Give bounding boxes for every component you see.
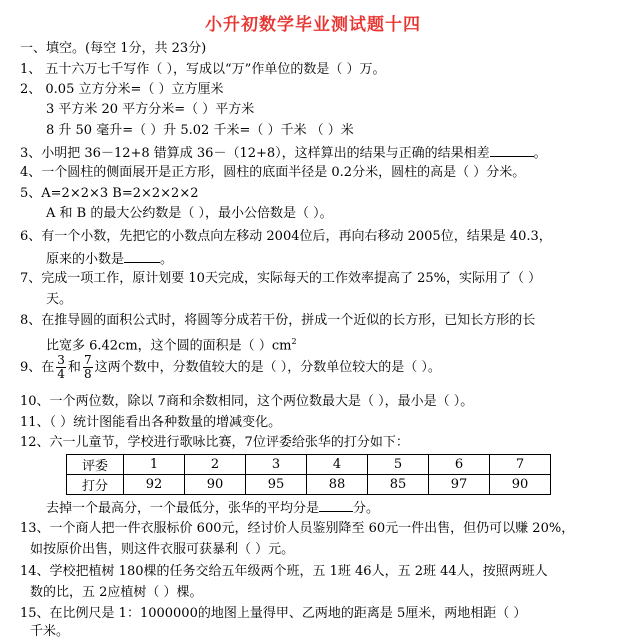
row-header-score: 打分 <box>67 475 124 495</box>
question-9-prefix: 9、在 <box>20 360 55 375</box>
question-8-line-2 <box>46 334 297 354</box>
fraction-three-quarters <box>56 354 66 381</box>
question-7-line-2: 天。 <box>46 292 73 307</box>
question-12: 12、六一儿童节，学校进行歌咏比赛，7位评委给张华的打分如下： <box>20 435 409 450</box>
table-cell: 95 <box>246 475 307 495</box>
question-2-line-1: 2、 0.05 立方分米=（ ）立方厘米 <box>20 82 224 97</box>
question-15-line-1: 15、在比例尺是 1：1000000的地图上量得甲、乙两地的距离是 5厘米，两地相距（ ） <box>20 606 527 621</box>
row-header-judge: 评委 <box>67 455 124 475</box>
table-row <box>67 455 551 475</box>
table-cell: 5 <box>368 455 429 475</box>
question-2-line-2: 3 平方米 20 平方分米=（ ）平方米 <box>46 102 255 117</box>
question-10: 10、一个两位数，除以 7商和余数相同，这个两位数最大是（ ），最小是（ ）。 <box>20 394 474 409</box>
question-3-text: 3、小明把 36－12+8 错算成 36－（12+8），这样算出的结果与正确的结果相差 <box>20 146 490 161</box>
question-6-line-2 <box>46 250 173 268</box>
table-cell: 1 <box>124 455 185 475</box>
section-heading: 一、填空。(每空 1分，共 23分) <box>20 41 207 56</box>
table-cell: 88 <box>307 475 368 495</box>
question-8-text: 比宽多 6.42cm，这个圆的面积是（ ）cm <box>46 338 292 354</box>
question-13-line-2: 如按原价出售，则这件衣服可获暴利（ ）元。 <box>30 542 295 557</box>
table-row <box>67 475 551 495</box>
question-14-line-1: 14、学校把植树 180棵的任务交给五年级两个班，五 1班 46人，五 2班 44人，按照两班人 <box>20 564 548 579</box>
question-6-end: 。 <box>160 252 174 267</box>
question-7-line-1: 7、完成一项工作，原计划要 10天完成，实际每天的工作效率提高了 25%，实际用了（ ） <box>20 271 542 286</box>
question-3 <box>20 144 547 162</box>
denominator: 8 <box>83 367 92 381</box>
table-cell: 97 <box>429 475 490 495</box>
square-exponent: 2 <box>291 337 297 346</box>
table-cell: 90 <box>185 475 246 495</box>
table-cell: 6 <box>429 455 490 475</box>
question-15-line-2: 千米。 <box>30 624 70 639</box>
table-cell: 4 <box>307 455 368 475</box>
question-12-text: 去掉一个最高分，一个最低分，张华的平均分是 <box>46 501 320 516</box>
answer-blank <box>124 250 160 263</box>
fraction-seven-eighths <box>83 354 93 381</box>
answer-blank <box>490 144 534 157</box>
question-6-text: 原来的小数是 <box>46 252 125 267</box>
question-5-line-2: A 和 B 的最大公约数是（ ），最小公倍数是（ ）。 <box>46 206 333 221</box>
question-2-line-3: 8 升 50 毫升=（ ）升 5.02 千米=（ ）千米 （ ）米 <box>46 123 354 138</box>
question-9 <box>20 354 441 381</box>
denominator: 4 <box>57 367 65 381</box>
answer-blank <box>319 499 353 512</box>
question-1: 1、 五十六万七千写作（ ），写成以“万”作单位的数是（ ）万。 <box>20 62 386 77</box>
numerator: 3 <box>57 353 65 367</box>
question-4: 4、一个圆柱的侧面展开是正方形，圆柱的底面半径是 0.2分米，圆柱的高是（ ）分米。 <box>20 165 526 180</box>
question-6-line-1: 6、有一个小数，先把它的小数点向左移动 2004位后，再向右移动 2005位，结果是 40.3， <box>20 229 552 244</box>
table-cell: 7 <box>490 455 551 475</box>
question-11: 11、（ ）统计图能看出各种数量的增减变化。 <box>20 415 282 430</box>
question-3-end: 。 <box>533 146 547 161</box>
page-title: 小升初数学毕业测试题十四 <box>205 15 421 35</box>
table-cell: 92 <box>124 475 185 495</box>
question-12-end: 分。 <box>353 501 380 516</box>
question-12-follow-up <box>46 499 379 517</box>
score-table <box>66 454 551 495</box>
question-14-line-2: 数的比，五 2应植树（ ）棵。 <box>30 585 203 600</box>
table-cell: 90 <box>490 475 551 495</box>
question-9-and: 和 <box>67 360 81 375</box>
table-cell: 85 <box>368 475 429 495</box>
question-9-suffix: 这两个数中，分数值较大的是（ ），分数单位较大的是（ ）。 <box>94 360 441 375</box>
table-cell: 2 <box>185 455 246 475</box>
question-5-line-1: 5、A=2×2×3 B=2×2×2×2 <box>20 186 199 201</box>
table-cell: 3 <box>246 455 307 475</box>
question-13-line-1: 13、一个商人把一件衣服标价 600元，经讨价人员鉴别降至 60元一件出售，但仍可以赚 20%， <box>20 521 575 536</box>
numerator: 7 <box>83 353 92 367</box>
question-8-line-1: 8、在推导圆的面积公式时，将圆等分成若干份，拼成一个近似的长方形，已知长方形的长 <box>20 313 536 328</box>
